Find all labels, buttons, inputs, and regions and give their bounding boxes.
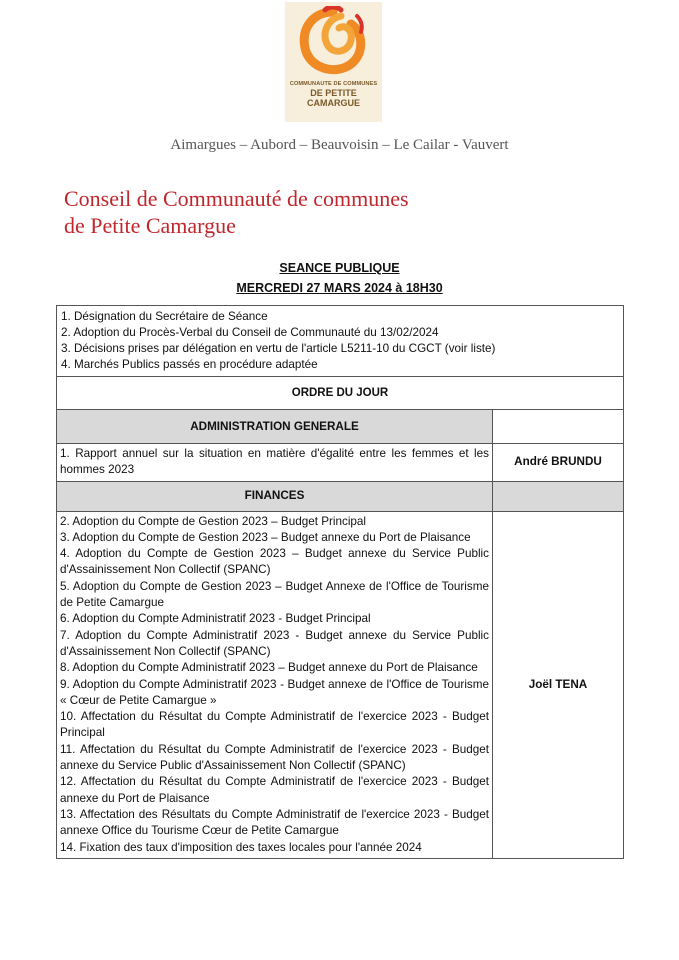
preliminary-item: 2. Adoption du Procès-Verbal du Conseil de Communauté du 13/02/2024 xyxy=(61,326,439,339)
logo-text-line2: DE PETITE xyxy=(310,88,357,98)
seance-heading xyxy=(0,258,679,298)
agenda-item: 6. Adoption du Compte Administratif 2023 - Budget Principal xyxy=(60,612,371,626)
agenda-item: 9. Adoption du Compte Administratif 2023 - Budget annexe de l'Office de Tourisme « Cœur de Petite Camargue » xyxy=(60,677,489,707)
preliminary-item: 4. Marchés Publics passés en procédure adaptée xyxy=(61,358,318,371)
agenda-item: 3. Adoption du Compte de Gestion 2023 – Budget annexe du Port de Plaisance xyxy=(60,530,471,544)
agenda-table xyxy=(56,305,624,859)
agenda-item-cell xyxy=(57,511,493,858)
section-header-spacer xyxy=(493,410,624,444)
preliminary-cell xyxy=(57,306,624,377)
agenda-item: 8. Adoption du Compte Administratif 2023 – Budget annexe du Port de Plaisance xyxy=(60,661,478,675)
seance-type: SEANCE PUBLIQUE xyxy=(279,261,400,275)
agenda-item: 4. Adoption du Compte de Gestion 2023 – Budget annexe du Service Public d'Assainissement Non Collectif (SPANC) xyxy=(60,547,489,577)
seance-date: MERCREDI 27 MARS 2024 à 18H30 xyxy=(236,281,443,295)
section-header-row xyxy=(57,481,624,511)
agenda-item: 7. Adoption du Compte Administratif 2023 - Budget annexe du Service Public d'Assainissement Non Collectif (SPANC) xyxy=(60,628,489,658)
preliminary-row xyxy=(57,306,624,377)
agenda-item: 1. Rapport annuel sur la situation en matière d'égalité entre les femmes et les hommes 2023 xyxy=(60,447,489,477)
ordre-du-jour-row xyxy=(57,377,624,410)
logo xyxy=(285,2,382,122)
rapporteur-administration: André BRUNDU xyxy=(493,444,624,482)
document-title xyxy=(64,185,409,239)
agenda-row xyxy=(57,444,624,482)
section-header-administration: ADMINISTRATION GENERALE xyxy=(57,410,493,444)
agenda-item-cell xyxy=(57,444,493,482)
ordre-du-jour-heading: ORDRE DU JOUR xyxy=(57,377,624,410)
communes-list: Aimargues – Aubord – Beauvoisin – Le Cailar - Vauvert xyxy=(170,137,509,153)
agenda-item: 5. Adoption du Compte de Gestion 2023 – Budget Annexe de l'Office de Tourisme de Petite Camargue xyxy=(60,579,489,610)
agenda-item: 12. Affectation du Résultat du Compte Administratif de l'exercice 2023 - Budget annexe du Port de Plaisance xyxy=(60,775,489,805)
title-line2: de Petite Camargue xyxy=(64,213,236,238)
logo-text-line3: CAMARGUE xyxy=(307,98,360,108)
agenda-item: 13. Affectation des Résultats du Compte Administratif de l'exercice 2023 - Budget annexe Office du Tourisme Cœur de Petite Camargue xyxy=(60,807,489,838)
agenda-item: 11. Affectation du Résultat du Compte Administratif de l'exercice 2023 - Budget annexe du Service Public d'Assainissement Non Collectif (SPANC) xyxy=(60,742,489,773)
agenda-item: 10. Affectation du Résultat du Compte Administratif de l'exercice 2023 - Budget Principal xyxy=(60,710,489,740)
agenda-row xyxy=(57,511,624,858)
section-header-row xyxy=(57,410,624,444)
agenda-item: 14. Fixation des taux d'imposition des taxes locales pour l'année 2024 xyxy=(60,840,422,854)
logo-swirl-icon xyxy=(295,6,372,80)
rapporteur-finances: Joël TENA xyxy=(493,511,624,858)
section-header-finances: FINANCES xyxy=(57,481,493,511)
title-line1: Conseil de Communauté de communes xyxy=(64,186,409,211)
logo-text-line1: COMMUNAUTE DE COMMUNES xyxy=(289,81,378,87)
section-header-spacer xyxy=(493,481,624,511)
agenda-item: 2. Adoption du Compte de Gestion 2023 – Budget Principal xyxy=(60,514,367,528)
preliminary-item: 3. Décisions prises par délégation en vertu de l'article L5211-10 du CGCT (voir liste) xyxy=(61,342,496,355)
preliminary-item: 1. Désignation du Secrétaire de Séance xyxy=(61,310,268,323)
